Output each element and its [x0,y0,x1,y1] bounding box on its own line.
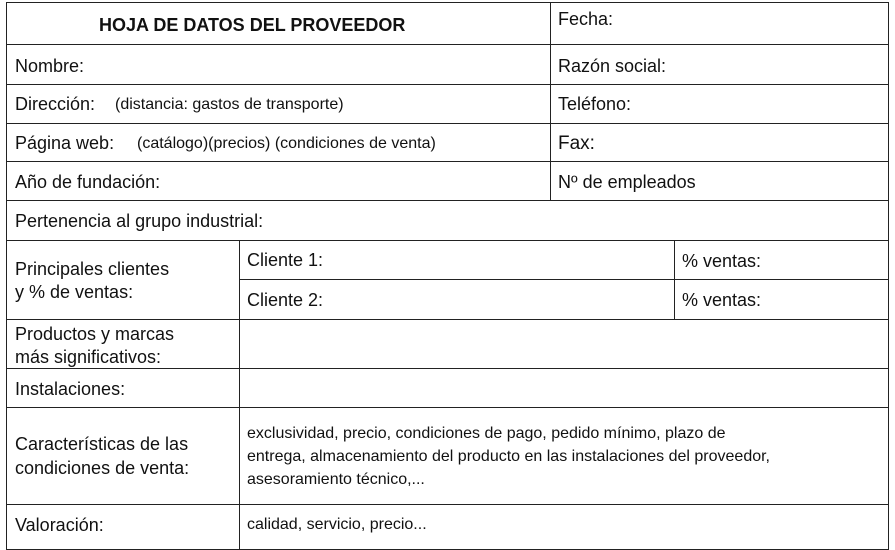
valoracion-label: Valoración: [15,515,104,535]
anio-fundacion-label: Año de fundación: [15,172,161,192]
clientes-label-line2: y % de ventas: [15,282,134,302]
cliente2-ventas-label: % ventas: [682,290,762,310]
valoracion-label-cell [6,504,240,550]
fax-label: Fax: [558,133,595,154]
fax-field[interactable] [550,123,889,162]
valoracion-text: calidad, servicio, precio... [247,516,427,533]
direccion-field[interactable] [6,84,551,124]
caracteristicas-text-line3: asesoramiento técnico,... [247,471,425,488]
productos-label-line2: más significativos: [15,347,162,367]
cliente1-ventas-field[interactable] [674,240,889,280]
cliente2-label: Cliente 2: [247,290,324,310]
caracteristicas-field[interactable] [239,407,889,505]
telefono-field[interactable] [550,84,889,124]
anio-fundacion-field[interactable] [6,161,551,201]
fecha-field[interactable] [550,2,889,45]
fecha-label: Fecha: [558,9,614,29]
razon-social-label: Razón social: [558,56,667,76]
grupo-industrial-field[interactable] [6,200,889,241]
pagina-web-label: Página web: [15,133,115,153]
num-empleados-field[interactable] [550,161,889,201]
num-empleados-label: Nº de empleados [558,172,696,192]
pagina-web-field[interactable] [6,123,551,162]
instalaciones-label-cell [6,368,240,408]
productos-field[interactable] [239,319,889,369]
caracteristicas-text-line2: entrega, almacenamiento del producto en las instalaciones del proveedor, [247,448,770,465]
caracteristicas-label-line2: condiciones de venta: [15,458,190,478]
productos-label-cell [6,319,240,369]
cliente1-ventas-label: % ventas: [682,251,762,271]
nombre-field[interactable] [6,44,551,85]
instalaciones-field[interactable] [239,368,889,408]
cliente1-label: Cliente 1: [247,250,324,270]
caracteristicas-text-line1: exclusividad, precio, condiciones de pago, pedido mínimo, plazo de [247,425,726,442]
caracteristicas-label-line1: Características de las [15,434,189,454]
cliente1-field[interactable] [239,240,675,280]
sheet-title: HOJA DE DATOS DEL PROVEEDOR [99,15,406,35]
valoracion-field[interactable] [239,504,889,550]
telefono-label: Teléfono: [558,94,632,114]
direccion-hint: (distancia: gastos de transporte) [115,96,344,113]
title-cell [6,2,551,45]
clientes-label-cell [6,240,240,320]
nombre-label: Nombre: [15,56,85,76]
instalaciones-label: Instalaciones: [15,379,126,399]
pagina-web-hint: (catálogo)(precios) (condiciones de venta) [137,135,436,152]
grupo-industrial-label: Pertenencia al grupo industrial: [15,211,264,231]
cliente2-field[interactable] [239,279,675,320]
clientes-label-line1: Principales clientes [15,259,170,279]
productos-label-line1: Productos y marcas [15,324,175,344]
razon-social-field[interactable] [550,44,889,85]
direccion-label: Dirección: [15,94,96,114]
caracteristicas-label-cell [6,407,240,505]
cliente2-ventas-field[interactable] [674,279,889,320]
